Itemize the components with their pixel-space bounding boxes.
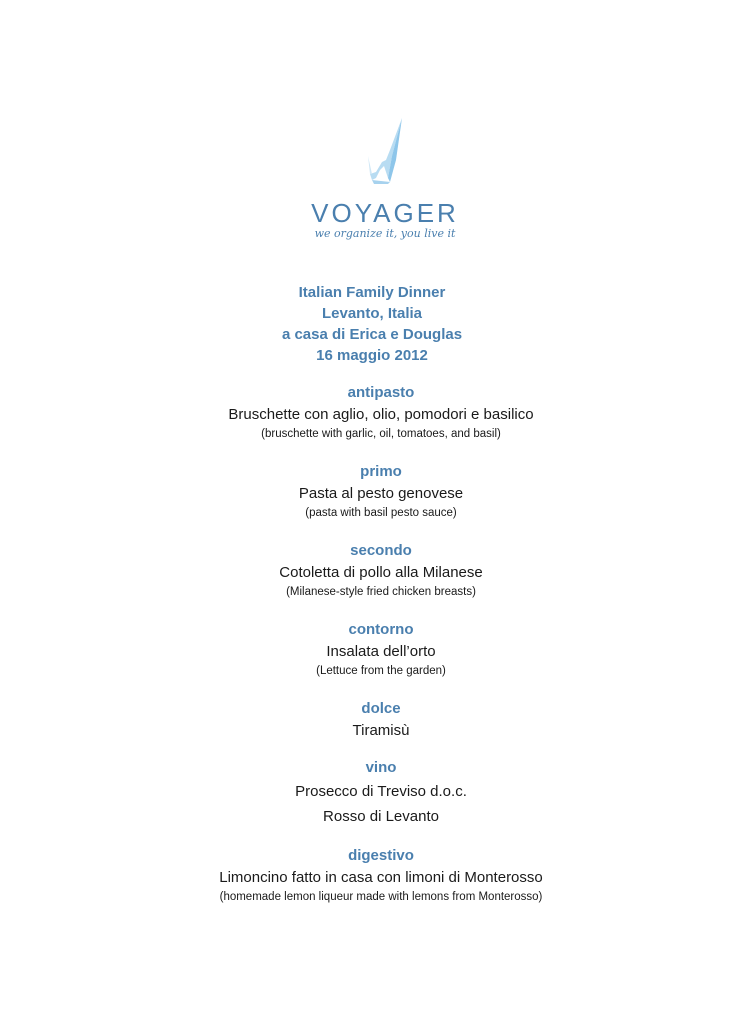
section-antipasto — [0, 382, 744, 443]
sail-logo-icon — [362, 116, 406, 192]
brand-name: VOYAGER — [311, 198, 459, 228]
dish-name: Bruschette con aglio, olio, pomodori e basilico — [228, 406, 534, 423]
course-heading: secondo — [350, 542, 412, 559]
dish-translation: (Lettuce from the garden) — [316, 665, 446, 677]
section-contorno — [0, 619, 744, 680]
course-heading: primo — [360, 463, 402, 480]
dish-name: Cotoletta di pollo alla Milanese — [279, 564, 483, 581]
brand-tagline: we organize it, you live it — [314, 227, 456, 240]
dish-name: Tiramisù — [352, 722, 410, 739]
course-heading: vino — [365, 759, 397, 776]
course-heading: contorno — [348, 621, 414, 638]
section-vino — [0, 757, 744, 829]
dish-name: Limoncino fatto in casa con limoni di Monterosso — [219, 869, 543, 886]
course-heading: dolce — [361, 700, 401, 717]
section-secondo — [0, 540, 744, 601]
dish-name: Pasta al pesto genovese — [298, 485, 464, 502]
event-title: Italian Family Dinner — [298, 284, 446, 301]
dish-translation: (bruschette with garlic, oil, tomatoes, and basil) — [261, 428, 501, 440]
dish-name: Insalata dell’orto — [326, 643, 436, 660]
section-dolce — [0, 698, 744, 741]
event-location: Levanto, Italia — [321, 305, 423, 322]
event-date: 16 maggio 2012 — [316, 347, 428, 364]
dish-translation: (Milanese-style fried chicken breasts) — [286, 586, 476, 598]
dish-translation: (pasta with basil pesto sauce) — [305, 507, 457, 519]
section-digestivo — [0, 845, 744, 906]
course-heading: digestivo — [348, 847, 414, 864]
section-primo — [0, 461, 744, 522]
wine-item: Prosecco di Treviso d.o.c. — [295, 783, 467, 800]
menu-list — [0, 382, 744, 906]
dish-translation: (homemade lemon liqueur made with lemons from Monterosso) — [219, 891, 543, 903]
wine-item: Rosso di Levanto — [323, 808, 439, 825]
course-heading: antipasto — [347, 384, 415, 401]
event-header — [0, 282, 744, 366]
event-host: a casa di Erica e Douglas — [281, 326, 463, 343]
